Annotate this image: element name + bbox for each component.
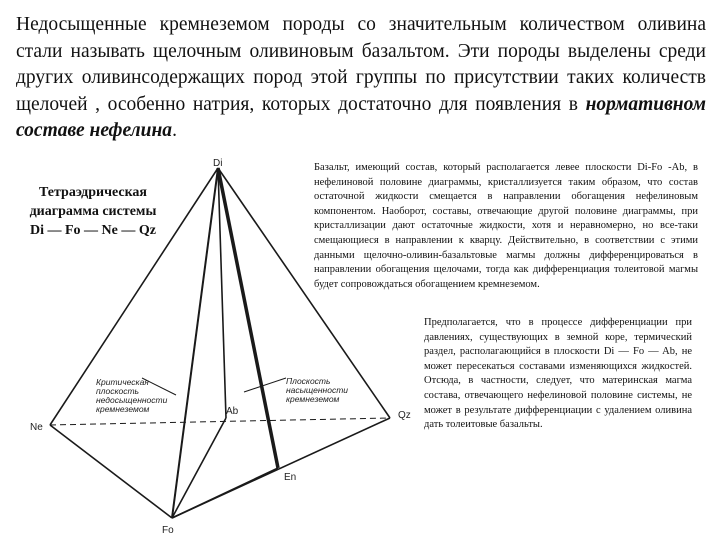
saturation-plane-label: Плоскость насыщенности кремнеземом [286, 376, 349, 404]
vertex-label-ab: Ab [226, 406, 239, 417]
intro-end: . [172, 120, 177, 141]
vertex-label-ne: Ne [30, 422, 43, 433]
intro-emphasis: нормативном составе нефелина [16, 93, 706, 141]
edge-ab-fo [172, 418, 226, 518]
vertex-label-di: Di [213, 158, 223, 169]
vertex-label-fo: Fo [162, 525, 174, 536]
edge-di-fo [172, 168, 218, 518]
critical-plane-label: Критическая плоскость недосыщенности кремнеземом [96, 377, 168, 414]
diagram-caption [10, 183, 176, 240]
pointer-saturation [244, 378, 286, 392]
intro-text: Недосыщенные кремнеземом породы со значительным количеством оливина стали называть щелочным оливиновым базальтом. Эти породы выделены среди других оливинсодержащих пород этой группы по присутствии таких количеств щелочей , особенно натрия, которых достаточно для появления в [16, 14, 706, 115]
edge-ne-fo [50, 425, 172, 518]
vertex-label-en: En [284, 472, 297, 483]
vertex-label-qz: Qz [398, 410, 411, 421]
edge-ne-qz [50, 418, 390, 425]
note-second: Предполагается, что в процессе дифференциации при давлениях, существующих в земной коре, термический раздел, располагающийся в плоскости Di — Fo — Ab, не может пересекаться составами изменяющихся жидкостей. Отсюда, в частности, следует, что материнская магма состава, отвечающего нефелиновой половине системы, не может в результате дифференциации с удалением оливина дать толеитовые базальты. [424, 316, 692, 433]
edge-en-fo [172, 468, 278, 518]
caption-line-3: Di — Fo — Ne — Qz [30, 223, 156, 238]
note-first: Базальт, имеющий состав, который располагается левее плоскости Di-Fo -Ab, в нефелиновой половине диаграммы, кристаллизуется таким образом, что состав остаточной жидкости смещается в направлении обогащения нефелиновым компонентом. Наоборот, составы, отвечающие другой половине диаграммы, при кристаллизации дают остаточные жидкости, хотя и неравномерно, но все-таки смещающиеся в направлении к кварцу. Действительно, в соответствии с этими данными щелочно-оливин-базальтовые магмы должны дифференцироваться в направлении обогащения щелочами, тогда как дифференциация толеитовой магмы будет сопровождаться обогащением кремнеземом. [314, 161, 698, 292]
caption-line-1: Тетраэдрическая [38, 185, 148, 200]
caption-line-2: диаграмма системы [29, 204, 157, 219]
